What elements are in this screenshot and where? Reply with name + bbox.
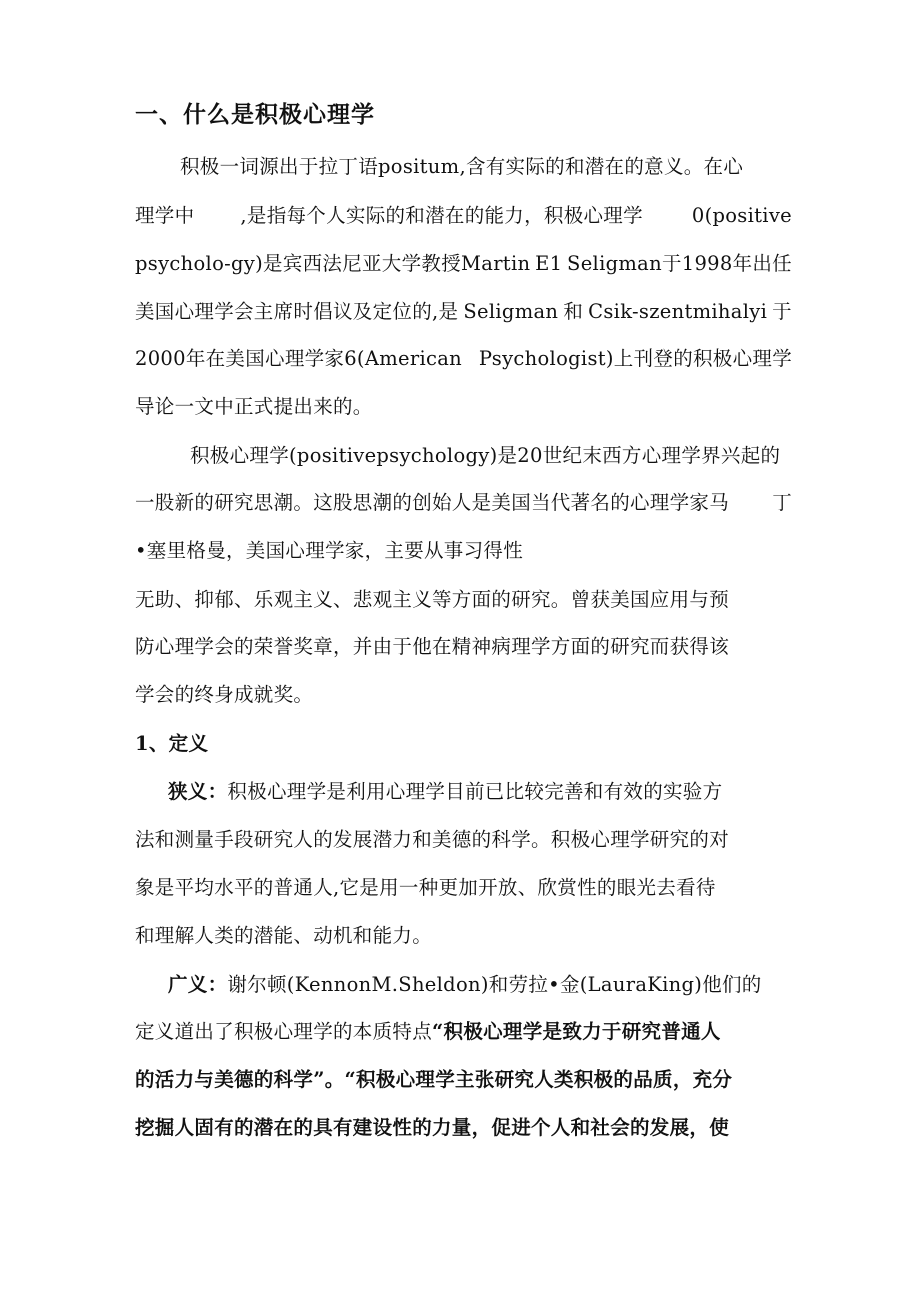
broad-text-1: 谢尔顿(KennonM.Sheldon)和劳拉•金(LauraKing)他们的 — [227, 973, 762, 996]
narrow-line-3: 象是平均水平的普通人,它是用一种更加开放、欣赏性的眼光去看待 — [135, 876, 716, 899]
p1-line-5 — [135, 346, 792, 372]
p1-line-2-a: 理学中 — [135, 204, 195, 227]
p1-line-4-c: 和 — [563, 300, 584, 323]
page-title: 一、什么是积极心理学 — [135, 101, 375, 128]
narrow-line-1 — [168, 779, 722, 805]
p2-line-5: 防心理学会的荣誉奖章，并由于他在精神病理学方面的研究而获得该 — [135, 635, 730, 658]
p1-line-6: 导论一文中正式提出来的。 — [135, 395, 373, 418]
p1-line-3-b: E1 — [535, 252, 563, 275]
p2-line-2-b: 丁 — [772, 491, 792, 514]
p1-line-5-a: 2000年在美国心理学家6(American — [135, 347, 463, 370]
p1-line-5-b: Psychologist)上刊登的积极心理学 — [478, 347, 792, 370]
p1-line-3 — [135, 251, 792, 277]
p1-line-4-e: 于 — [772, 300, 792, 323]
narrow-label: 狭义： — [168, 780, 228, 803]
p2-line-4: 无助、抑郁、乐观主义、悲观主义等方面的研究。曾获美国应用与预 — [135, 588, 730, 611]
broad-line-3: 的活力与美德的科学”。“积极心理学主张研究人类积极的品质，充分 — [135, 1068, 733, 1091]
p1-line-3-a: psycholo-gy)是宾西法尼亚大学教授Martin — [135, 252, 531, 275]
p1-line-3-c: Seligman于1998年出任 — [567, 252, 792, 275]
broad-line-1 — [168, 972, 762, 998]
section-heading-definition: 1、定义 — [135, 732, 209, 755]
broad-line-2-b: “积极心理学是致力于研究普通人 — [432, 1020, 721, 1043]
p2-line-1: 积极心理学(positivepsychology)是20世纪末西方心理学界兴起的 — [190, 444, 781, 467]
p1-line-4-d: Csik-szentmihalyi — [588, 300, 768, 323]
narrow-text-1: 积极心理学是利用心理学目前已比较完善和有效的实验方 — [227, 780, 723, 803]
broad-label: 广义： — [168, 973, 228, 996]
p1-line-2 — [135, 203, 792, 229]
p1-line-4 — [135, 299, 792, 325]
p2-line-2-a: 一股新的研究思潮。这股思潮的创始人是美国当代著名的心理学家马 — [135, 491, 730, 514]
p1-line-2-b: ,是指每个人实际的和潜在的能力，积极心理学 — [240, 204, 643, 227]
p1-line-4-b: Seligman — [463, 300, 559, 323]
broad-line-2-a: 定义道出了积极心理学的本质特点 — [135, 1020, 433, 1043]
p2-line-6: 学会的终身成就奖。 — [135, 683, 314, 706]
narrow-line-4: 和理解人类的潜能、动机和能力。 — [135, 924, 433, 947]
p1-line-4-a: 美国心理学会主席时倡议及定位的,是 — [135, 300, 459, 323]
p2-line-2 — [135, 490, 792, 516]
broad-line-4: 挖掘人固有的潜在的具有建设性的力量，促进个人和社会的发展，使 — [135, 1116, 730, 1139]
p1-line-2-c: 0(positive — [691, 204, 792, 227]
narrow-line-2: 法和测量手段研究人的发展潜力和美德的科学。积极心理学研究的对 — [135, 828, 730, 851]
p2-line-3: •塞里格曼，美国心理学家，主要从事习得性 — [135, 539, 524, 562]
p1-line-1: 积极一词源出于拉丁语positum,含有实际的和潜在的意义。在心 — [180, 155, 744, 178]
broad-line-2 — [135, 1019, 721, 1045]
